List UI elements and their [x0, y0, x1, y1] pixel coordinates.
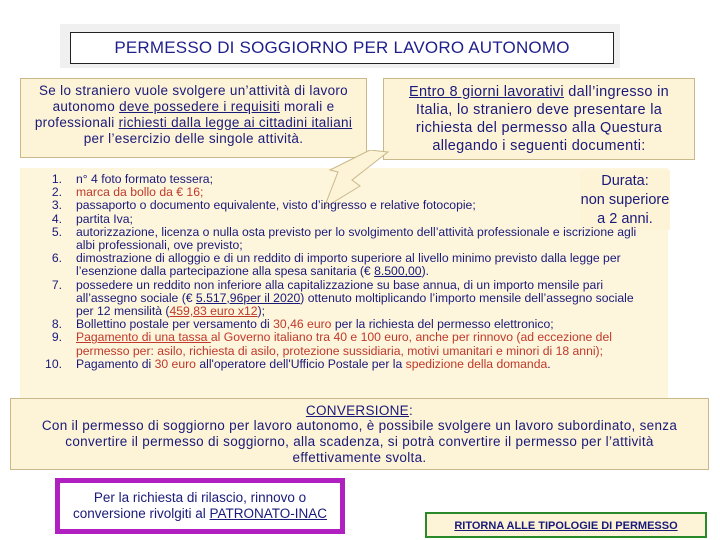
- requirements-box: [20, 78, 367, 158]
- patronato-prefix: conversione rivolgiti al: [72, 506, 210, 521]
- item-text: possedere un reddito non inferiore alla capitalizzazione su base annua, di un importo mensile pari all’assegno sociale (€: [76, 277, 604, 305]
- list-item: [42, 331, 642, 357]
- item-text-end: .: [547, 356, 551, 371]
- item-text: autorizzazione, licenza o nulla osta previsto per lo svolgimento dell’attività professionale e iscrizione agli albi professionali, ove previsto;: [76, 224, 637, 253]
- item-text-end: );: [257, 304, 266, 319]
- item-amount: 30,46 euro: [273, 317, 332, 332]
- item-number: 7.: [51, 277, 62, 292]
- item-text: Bollettino postale per versamento di: [76, 317, 274, 332]
- item-text: Pagamento di: [76, 356, 155, 371]
- item-text-mid: ) ottenuto moltiplicando l’importo mensile dell’assegno sociale per 12 mensilità (: [76, 290, 634, 319]
- item-text-end: ).: [421, 264, 430, 279]
- list-item: [42, 226, 642, 252]
- conversion-heading: CONVERSIONE: [305, 403, 409, 418]
- item-calculation: 459,83 euro x12: [169, 304, 258, 319]
- item-text: marca da bollo da € 16;: [76, 185, 204, 200]
- item-number: 8.: [51, 317, 62, 332]
- item-text: n° 4 foto formato tessera;: [76, 172, 213, 186]
- item-text: passaporto o documento equivalente, visto d’ingresso e relative fotocopie;: [76, 198, 476, 213]
- item-year: per il 2020: [243, 290, 301, 305]
- duration-line-2: non superiore: [580, 192, 670, 208]
- list-item: [42, 358, 642, 371]
- deadline-box: [383, 78, 695, 160]
- deadline-body: dall’ingresso in Italia, lo straniero deve presentare la richiesta del permesso alla Questura allegando i seguenti documenti:: [415, 84, 670, 154]
- conversion-colon: :: [409, 403, 414, 418]
- item-text-end: per la richiesta del permesso elettronico;: [331, 317, 554, 332]
- item-number: 2.: [51, 185, 62, 200]
- deadline-text: [384, 79, 694, 155]
- deadline-underline: Entro 8 giorni lavorativi: [408, 84, 564, 100]
- list-item: [42, 279, 642, 319]
- item-number: 4.: [51, 211, 62, 226]
- item-number: 3.: [51, 198, 62, 213]
- req-text-1: Se lo straniero vuole svolgere un’attività di lavoro autonomo: [38, 83, 348, 114]
- item-text-mid: all'operatore dell'Ufficio Postale per la: [195, 356, 406, 371]
- item-number: 6.: [51, 251, 62, 266]
- item-number: 5.: [51, 224, 62, 239]
- item-amount: 30 euro: [154, 356, 196, 371]
- item-amount: 5.517,96: [195, 290, 244, 305]
- conversion-text: Con il permesso di soggiorno per lavoro autonomo, è possibile svolgere un lavoro subordinato, senza convertire il permesso di soggiorno, alla scadenza, si potrà convertire il permesso per l’attività effettivamente svolta.: [41, 418, 678, 465]
- item-text: dimostrazione di alloggio e di un reddito di importo superiore al livello minimo previsto dalla legge per l’esenzione dalla partecipazione alla spesa sanitaria (€: [76, 251, 621, 279]
- list-item: [42, 252, 642, 278]
- conversion-box: [10, 398, 709, 470]
- req-text-2: morali e professionali: [34, 99, 335, 130]
- item-number: 1.: [51, 172, 62, 186]
- req-text-3: per l’esercizio delle singole attività.: [83, 131, 304, 146]
- patronato-line-2: [60, 506, 340, 522]
- req-underline-1: deve possedere i requisiti: [119, 99, 280, 114]
- duration-line-3: a 2 anni.: [597, 211, 653, 227]
- item-link-text: Pagamento di una tassa: [76, 330, 211, 345]
- item-number: 10.: [45, 356, 62, 371]
- item-text: partita Iva;: [76, 211, 133, 226]
- requirements-text: [21, 79, 366, 147]
- patronato-box: [55, 478, 345, 534]
- conversion-heading-row: [11, 399, 708, 418]
- page-title: PERMESSO DI SOGGIORNO PER LAVORO AUTONOMO: [70, 32, 614, 64]
- item-text: al Governo italiano tra 40 e 100 euro, anche per rinnovo (ad eccezione del permesso per: asilo, richiesta di asilo, protezione sussidiaria, motivi umanitari e minori di 18 anni);: [76, 330, 612, 358]
- item-number: 9.: [51, 330, 62, 345]
- patronato-link[interactable]: PATRONATO-INAC: [209, 506, 328, 521]
- documents-list: [42, 173, 642, 371]
- req-underline-2: richiesti dalla legge ai cittadini italiani: [118, 115, 353, 130]
- return-to-permit-types-link[interactable]: RITORNA ALLE TIPOLOGIE DI PERMESSO: [425, 512, 707, 538]
- item-highlight: spedizione della domanda: [405, 356, 548, 371]
- item-amount: 8.500,00: [374, 264, 422, 279]
- patronato-line-1: Per la richiesta di rilascio, rinnovo o: [93, 490, 307, 505]
- duration-line-1: Durata:: [601, 173, 649, 189]
